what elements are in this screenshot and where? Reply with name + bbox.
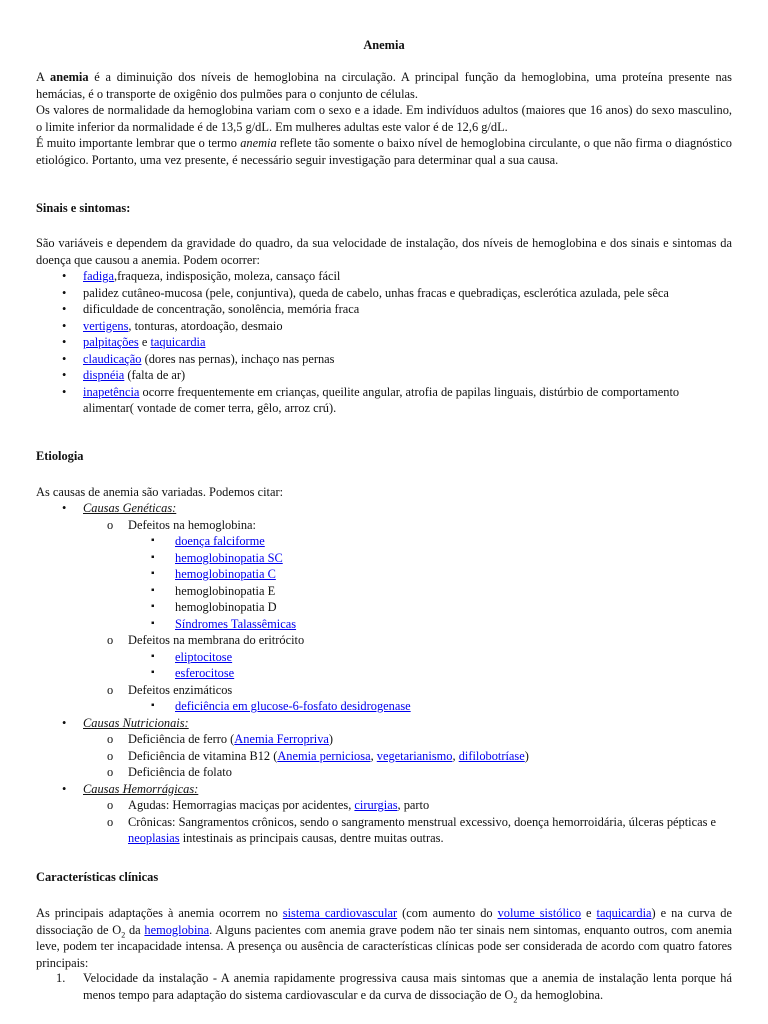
list-item: o Defeitos na hemoglobina: ▪ doença falciforme ▪ hemoglobinopatia SC ▪ hemoglobinopatia C ▪ hemoglobinopatia E ▪ hemoglobinopatia D ▪ Síndromes Talassêmicas	[83, 517, 732, 633]
link-dispneia[interactable]: dispnéia	[83, 368, 125, 382]
intro-paragraph-1: A anemia é a diminuição dos níveis de hemoglobina na circulação. A principal função da hemoglobina, uma proteína presente nas hemácias, é o transporte de oxigênio dos pulmões para o conjunto de células.	[36, 70, 732, 101]
link-sindromes-talassemicas[interactable]: Síndromes Talassêmicas	[175, 616, 297, 631]
list-item: • palpitações e taquicardia	[36, 334, 732, 351]
list-item: ▪ hemoglobinopatia D	[128, 599, 732, 616]
factors-list	[36, 970, 732, 1003]
anemia-term: anemia	[50, 70, 89, 84]
intro-paragraph-2: Os valores de normalidade da hemoglobina variam com o sexo e a idade. Em indivíduos adultos (maiores que 16 anos) do sexo masculino, o limite inferior da normalidade é de 13,5 g/dL. Em mulheres adultas este valor é de 12,6 g/dL.	[36, 103, 732, 134]
list-item: • inapetência ocorre frequentemente em crianças, queilite angular, atrofia de papilas linguais, distúrbio de comportamento alimentar( vontade de comer terra, gêlo, arroz crú).	[36, 384, 732, 417]
list-item: o Deficiência de folato	[83, 764, 732, 781]
link-volume-sistolico[interactable]: volume sistólico	[497, 906, 582, 920]
list-item	[36, 715, 732, 781]
list-item: o Deficiência de ferro (Anemia Ferropriva)	[83, 731, 732, 748]
list-item	[128, 550, 732, 567]
list-item: 1. Velocidade da instalação - A anemia rapidamente progressiva causa mais sintomas que a anemia de instalação lenta porque há menos tempo para adaptação do sistema cardiovascular e da curva de dissociação de $O_2$ da hemoglobina.	[36, 970, 732, 1003]
list-item: • palidez cutâneo-mucosa (pele, conjuntiva), queda de cabelo, unhas fracas e quebradiças, esclerótica azulada, pele sêca	[36, 285, 732, 302]
list-item: • dispnéia (falta de ar)	[36, 367, 732, 384]
sinais-intro: São variáveis e dependem da gravidade do quadro, da sua velocidade de instalação, dos níveis de hemoglobina e dos sinais e sintomas da doença que causou a anemia. Podem ocorrer:	[36, 236, 732, 267]
intro-section	[36, 69, 732, 168]
link-palpitacoes[interactable]: palpitações	[83, 335, 139, 349]
link-hemoglobina[interactable]: hemoglobina	[144, 922, 210, 937]
membrane-defects-list	[128, 649, 732, 682]
link-claudicacao[interactable]: claudicação	[83, 351, 142, 366]
list-item: • vertigens, tonturas, atordoação, desmaio	[36, 318, 732, 335]
list-item: ▪ hemoglobinopatia E	[128, 583, 732, 600]
link-neoplasias[interactable]: neoplasias	[128, 831, 180, 845]
list-item: o Deficiência de vitamina B12 (Anemia perniciosa, vegetarianismo, difilobotríase)	[83, 748, 732, 765]
hemoglobin-defects-list	[128, 533, 732, 632]
link-anemia-perniciosa[interactable]: Anemia perniciosa	[277, 748, 371, 763]
list-item: o Agudas: Hemorragias maciças por acidentes, cirurgias, parto	[83, 797, 732, 814]
link-hemoglobinopatia-sc[interactable]: hemoglobinopatia SC	[175, 550, 283, 565]
causes-list	[36, 500, 732, 847]
link-g6pd-deficiency[interactable]: deficiência em glucose-6-fosfato desidrogenase	[175, 699, 411, 713]
page-title: Anemia	[363, 38, 405, 52]
link-taquicardia-2[interactable]: taquicardia	[596, 906, 652, 920]
section-heading-sinais: Sinais e sintomas:	[36, 201, 131, 215]
list-item: • claudicação (dores nas pernas), inchaço nas pernas	[36, 351, 732, 368]
link-doenca-falciforme[interactable]: doença falciforme	[175, 534, 265, 548]
list-item	[128, 665, 732, 682]
list-item: • dificuldade de concentração, sonolência, memória fraca	[36, 301, 732, 318]
factors-list-block	[36, 970, 732, 1003]
causas-nutricionais-label: Causas Nutricionais:	[83, 715, 189, 730]
list-item	[36, 781, 732, 847]
list-item	[128, 616, 732, 633]
list-item: o Defeitos enzimáticos ▪ deficiência em glucose-6-fosfato desidrogenase	[83, 682, 732, 715]
list-item: • fadiga,fraqueza, indisposição, moleza, cansaço fácil	[36, 268, 732, 285]
etiologia-intro: As causas de anemia são variadas. Podemos citar:	[36, 485, 284, 499]
link-taquicardia[interactable]: taquicardia	[150, 335, 206, 349]
link-cirurgias[interactable]: cirurgias	[354, 798, 398, 812]
link-inapetencia[interactable]: inapetência	[83, 384, 140, 399]
link-anemia-ferropriva[interactable]: Anemia Ferropriva	[234, 732, 329, 746]
hemorrhagic-sublist	[83, 797, 732, 847]
causas-geneticas-label: Causas Genéticas:	[83, 501, 177, 515]
link-eliptocitose[interactable]: eliptocitose	[175, 649, 233, 664]
link-esferocitose[interactable]: esferocitose	[175, 666, 235, 680]
section-heading-etiologia: Etiologia	[36, 449, 84, 463]
list-item	[128, 566, 732, 583]
intro-paragraph-3: É muito importante lembrar que o termo anemia reflete tão somente o baixo nível de hemoglobina circulante, o que não firma o diagnóstico etiológico. Portanto, uma vez presente, é necessário seguir investigação para determinar qual a sua causa.	[36, 136, 732, 167]
section-heading-caracteristicas: Características clínicas	[36, 870, 159, 884]
link-vegetarianismo[interactable]: vegetarianismo	[376, 748, 453, 763]
symptoms-list	[36, 268, 732, 417]
link-sistema-cardiovascular[interactable]: sistema cardiovascular	[282, 906, 398, 920]
anemia-term-italic: anemia	[240, 136, 277, 150]
link-difilobotriase[interactable]: difilobotríase	[458, 748, 525, 763]
sinais-list-block	[36, 268, 732, 417]
link-hemoglobinopatia-c[interactable]: hemoglobinopatia C	[175, 567, 276, 581]
causas-hemorragicas-label: Causas Hemorrágicas:	[83, 781, 199, 796]
clinicas-paragraph: As principais adaptações à anemia ocorrem no sistema cardiovascular (com aumento do volume sistólico e taquicardia) e na curva de dissociação de $O_2$ da hemoglobina. Alguns pacientes com anemia grave podem não ter sinais nem sintomas, enquanto outros, com anemia leve, podem ter incapacidade intensa. A presença ou ausência de características clínicas pode ser considerada de acordo com quatro fatores principais:	[36, 906, 733, 970]
list-item	[128, 533, 732, 550]
genetic-sublist	[83, 517, 732, 715]
list-item: o Defeitos na membrana do eritrócito ▪ eliptocitose ▪ esferocitose	[83, 632, 732, 682]
list-item	[128, 649, 732, 666]
nutritional-sublist	[83, 731, 732, 781]
link-fadiga[interactable]: fadiga	[83, 269, 114, 283]
etiologia-list-block	[36, 500, 732, 847]
list-item	[128, 698, 732, 715]
enzymatic-defects-list	[128, 698, 732, 715]
list-item	[36, 500, 732, 715]
list-item: o Crônicas: Sangramentos crônicos, sendo o sangramento menstrual excessivo, doença hemorroidária, úlceras pépticas e neoplasias intestinais as principais causas, dentre muitas outras.	[83, 814, 732, 847]
link-vertigens[interactable]: vertigens	[83, 318, 129, 333]
